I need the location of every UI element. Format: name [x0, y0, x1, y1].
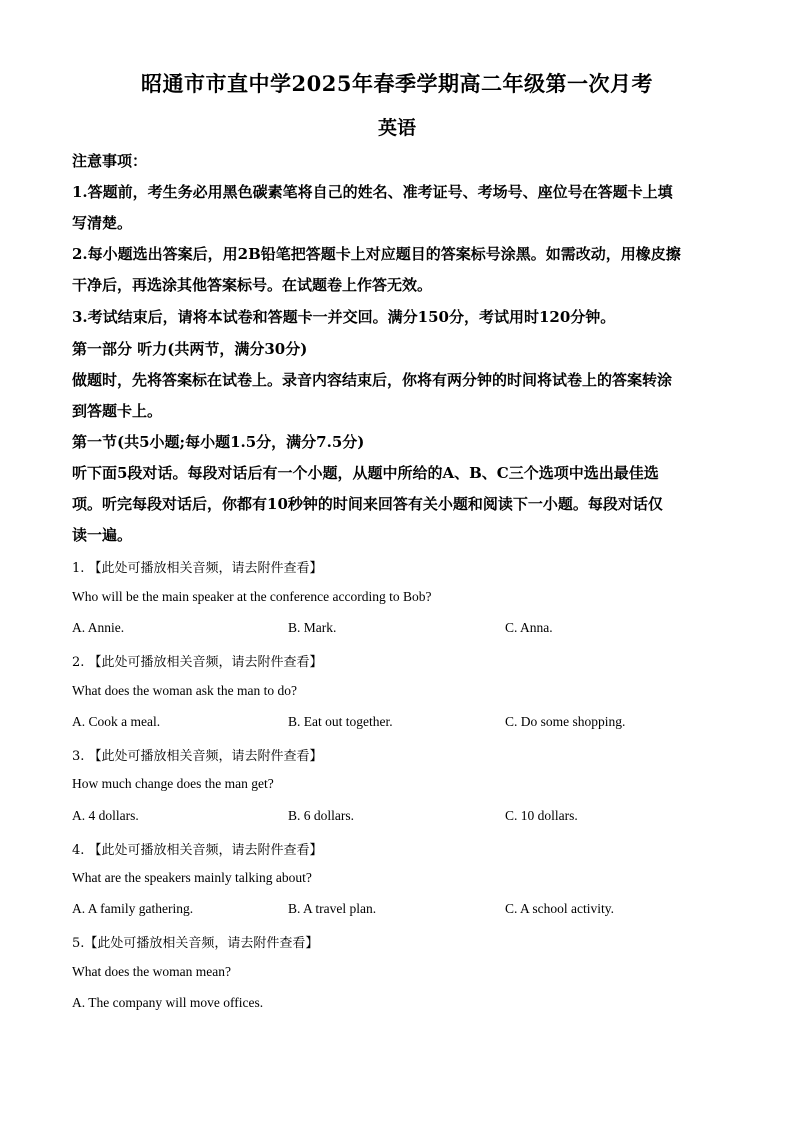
notice-item-1-line-2: 写清楚。: [72, 214, 133, 232]
question-3-audio-note[interactable]: 3. 【此处可播放相关音频，请去附件查看】: [72, 749, 323, 764]
part1-intro-line-1: 做题时，先将答案标在试卷上。录音内容结束后，你将有两分钟的时间将试卷上的答案转涂: [72, 371, 673, 389]
part1-intro-line-2: 到答题卡上。: [72, 402, 163, 420]
question-4-option-a: A. A family gathering.: [72, 901, 194, 916]
question-3-option-a: A. 4 dollars.: [72, 808, 139, 823]
question-4-text: What are the speakers mainly talking about?: [72, 870, 312, 885]
question-5-option-a: A. The company will move offices.: [72, 995, 264, 1010]
section1-instructions-line-3: 读一遍。: [72, 526, 133, 544]
question-5-audio-note[interactable]: 5.【此处可播放相关音频，请去附件查看】: [72, 936, 319, 951]
question-4-option-b: B. A travel plan.: [288, 901, 377, 916]
question-1-text: Who will be the main speaker at the conference according to Bob?: [72, 589, 432, 604]
question-2-audio-note[interactable]: 2. 【此处可播放相关音频，请去附件查看】: [72, 655, 323, 670]
question-1-audio-note[interactable]: 1. 【此处可播放相关音频，请去附件查看】: [72, 561, 323, 576]
question-2-option-a: A. Cook a meal.: [72, 714, 161, 729]
section1-title: 第一节(共5小题;每小题1.5分，满分7.5分): [72, 433, 365, 451]
question-2-text: What does the woman ask the man to do?: [72, 683, 297, 698]
notice-heading: 注意事项：: [72, 152, 148, 170]
question-3-option-b: B. 6 dollars.: [288, 808, 354, 823]
part1-title: 第一部分 听力(共两节，满分30分): [72, 340, 308, 358]
notice-item-3: 3.考试结束后，请将本试卷和答题卡一并交回。满分150分，考试用时120分钟。: [72, 308, 616, 326]
question-2-option-c: C. Do some shopping.: [505, 714, 626, 729]
notice-item-1-line-1: 1.答题前，考生务必用黑色碳素笔将自己的姓名、准考证号、考场号、座位号在答题卡上填: [72, 183, 673, 201]
question-3-option-c: C. 10 dollars.: [505, 808, 578, 823]
section1-instructions-line-2: 项。听完每段对话后，你都有10秒钟的时间来回答有关小题和阅读下一小题。每段对话仅: [72, 495, 663, 513]
question-4-option-c: C. A school activity.: [505, 901, 614, 916]
question-1-option-b: B. Mark.: [288, 620, 337, 635]
question-4-audio-note[interactable]: 4. 【此处可播放相关音频，请去附件查看】: [72, 843, 323, 858]
question-1-option-c: C. Anna.: [505, 620, 553, 635]
section1-instructions-line-1: 听下面5段对话。每段对话后有一个小题，从题中所给的A、B、C三个选项中选出最佳选: [72, 464, 659, 482]
notice-item-2-line-1: 2.每小题选出答案后，用2B铅笔把答题卡上对应题目的答案标号涂黑。如需改动，用橡皮擦: [72, 245, 681, 263]
question-5-text: What does the woman mean?: [72, 964, 231, 979]
notice-item-2-line-2: 干净后，再选涂其他答案标号。在试题卷上作答无效。: [72, 276, 433, 294]
exam-subject: 英语: [377, 117, 416, 139]
question-3-text: How much change does the man get?: [72, 776, 274, 791]
question-1-option-a: A. Annie.: [72, 620, 125, 635]
exam-title: 昭通市市直中学2025年春季学期高二年级第一次月考: [141, 71, 653, 96]
question-2-option-b: B. Eat out together.: [288, 714, 393, 729]
